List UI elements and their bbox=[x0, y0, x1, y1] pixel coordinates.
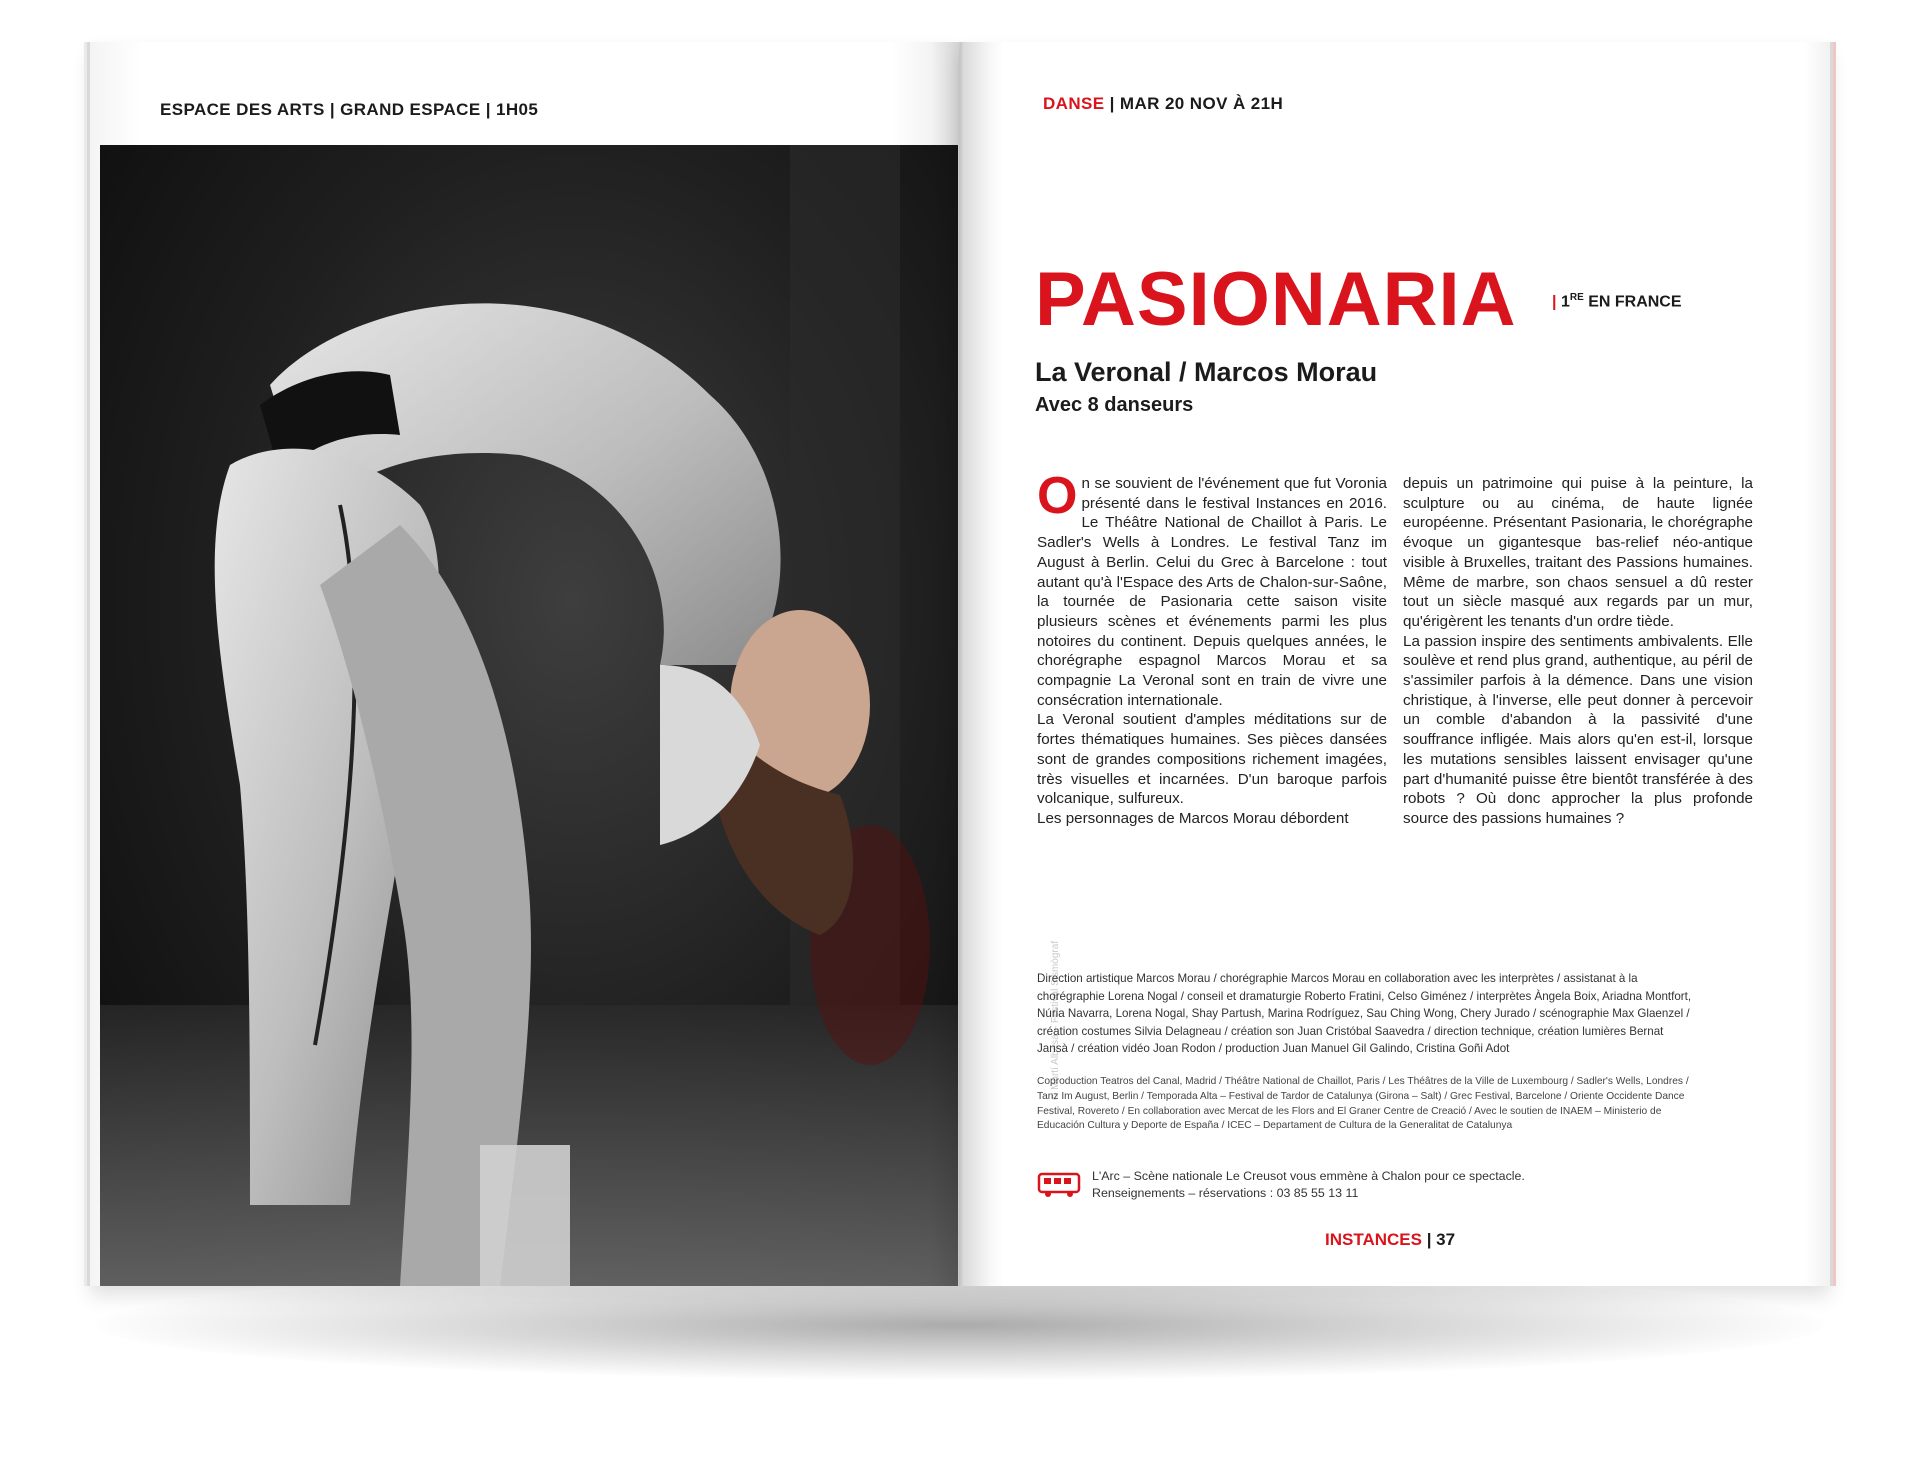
paragraph: depuis un patrimoine qui puise à la peinture, la sculpture ou au cinéma, de haute lignée européenne. Présentant Pasionaria, le chorégraphe évoque un gigantesque bas-relief néo-antique visible à Bruxelles, traitant des Passions humaines. Même de marbre, son chaos sensuel a dû rester tout un siècle masqué aux regards par un mur, qu'érigèrent les tenants d'un ordre tiède. bbox=[1403, 475, 1753, 630]
paragraph-text: n se souvient de l'événement que fut Voronia présenté dans le festival Instances en 2016. Le Théâtre National de Chaillot à Paris. Le Sadler's Wells à Londres. Le festival Tanz im August à Berlin. Celui du Grec à Barcelone : tout autant qu'à l'Espace des Arts de Chalon-sur-Saône, la tournée de Pasionaria cette saison visite plusieurs scènes et événements parmi les plus notoires du continent. Depuis quelques années, le chorégraphe espagnol Marcos Morau et sa compagnie La Veronal sont en train de vivre une consécration internationale. bbox=[1037, 475, 1387, 709]
category-label: DANSE bbox=[1043, 94, 1105, 113]
premiere-number: 1 bbox=[1560, 293, 1570, 311]
magazine-name: INSTANCES bbox=[1325, 1230, 1422, 1249]
premiere-note bbox=[1552, 292, 1682, 311]
drop-cap: O bbox=[1037, 467, 1078, 525]
page-folio bbox=[1325, 1230, 1455, 1250]
company-name: La Veronal / Marcos Morau bbox=[1035, 357, 1378, 387]
photo-credit: © Martí Albesa – Festival Sismògraf bbox=[1050, 940, 1061, 1100]
dancer-photo bbox=[100, 145, 958, 1286]
text-column-2 bbox=[1403, 474, 1753, 829]
paragraph: La Veronal soutient d'amples méditations sur de fortes thématiques humaines. Ses pièces dansées sont de grandes compositions richement imagées, très visuelles et incarnées. D'un baroque parfois volcanique, sulfureux. bbox=[1037, 711, 1387, 808]
bus-icon bbox=[1037, 1172, 1081, 1203]
dancer-photo-image bbox=[100, 145, 958, 1286]
page-title: PASIONARIA bbox=[1035, 257, 1517, 342]
artistic-credits: Direction artistique Marcos Morau / chorégraphie Marcos Morau en collaboration avec les interprètes / assistanat à la chorégraphie Lorena Nogal / conseil et dramaturgie Roberto Fratini, Celso Giménez / interprètes Àngela Boix, Ariadna Montfort, Núria Navarra, Lorena Nogal, Shay Partush, Marina Rodríguez, Sau Ching Wong, Chery Jurado / scénographie Max Glaenzel / création costumes Silvia Delagneau / création son Juan Cristóbal Saavedra / direction technique, création lumières Bernat Jansà / création vidéo Joan Rodon / production Juan Manuel Gil Galindo, Cristina Goñi Adot bbox=[1037, 972, 1692, 1056]
page-number: | 37 bbox=[1421, 1230, 1456, 1249]
coproduction-credits: Coproduction Teatros del Canal, Madrid / Théâtre National de Chaillot, Paris / Les Théâtres de la Ville de Luxembourg / Sadler's Wells, Londres / Tanz Im August, Berlin / Temporada Alta – Festival de Tardor de Catalunya (Girona – Salt) / Grec Festival, Barcelone / Oriente Occidente Dance Festival, Rovereto / En collaboration avec Mercat de les Flors and El Graner Centre de Creació / Avec le soutien de INAEM – Ministerio de Educación Cultura y Deporte de España / ICEC – Departament de Cultura de la Generalitat de Catalunya bbox=[1037, 1076, 1689, 1132]
paragraph: Les personnages de Marcos Morau débordent bbox=[1037, 809, 1349, 827]
right-running-head bbox=[1043, 94, 1283, 114]
dancers-count: Avec 8 danseurs bbox=[1035, 394, 1194, 416]
paragraph bbox=[1037, 467, 1387, 710]
premiere-bar: | bbox=[1552, 293, 1557, 311]
premiere-superscript: RE bbox=[1569, 292, 1584, 303]
bus-info-line-2: Renseignements – réservations : 03 85 55 13 11 bbox=[1092, 1186, 1359, 1200]
premiere-text: EN FRANCE bbox=[1583, 293, 1682, 311]
bus-info bbox=[1092, 1168, 1525, 1202]
text-column-1 bbox=[1037, 467, 1387, 829]
bus-info-line-1: L'Arc – Scène nationale Le Creusot vous emmène à Chalon pour ce spectacle. bbox=[1092, 1169, 1525, 1183]
paragraph: La passion inspire des sentiments ambivalents. Elle soulève et rend plus grand, authentique, au péril de s'assimiler parfois à la démence. Dans une vision christique, à l'inverse, elle peut donner à percevoir un comble d'abandon à la passivité d'une souffrance infligée. Mais alors qu'en est-il, lorsque les mutations sensibles laissent envisager qu'une part d'humanité puisse être bientôt transférée à des robots ? Où donc approcher la plus profonde source des passions humaines ? bbox=[1403, 632, 1753, 827]
date-time: | MAR 20 NOV À 21H bbox=[1104, 94, 1284, 113]
spread-shadow bbox=[95, 1270, 1825, 1380]
left-running-head: ESPACE DES ARTS | GRAND ESPACE | 1H05 bbox=[160, 100, 539, 119]
